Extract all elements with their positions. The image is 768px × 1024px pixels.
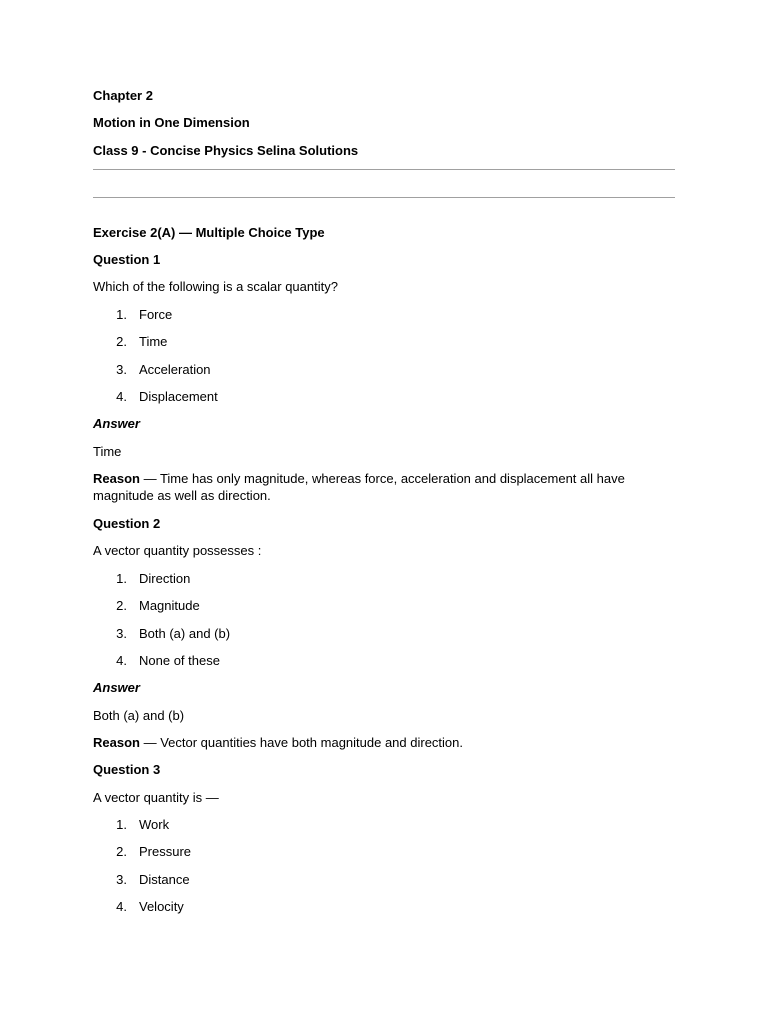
answer-text: Time (93, 444, 122, 459)
option-number: 3. (116, 362, 127, 377)
option-number: 2. (116, 598, 127, 613)
option-number: 3. (116, 626, 127, 641)
option-number: 1. (116, 571, 127, 586)
option-item (93, 652, 220, 669)
option-number: 1. (116, 307, 127, 322)
question-label: Question 3 (93, 762, 161, 777)
option-item (93, 333, 168, 350)
chapter-number: Chapter 2 (93, 88, 153, 103)
option-number: 1. (116, 817, 127, 832)
option-text: None of these (139, 653, 220, 668)
answer-label: Answer (93, 416, 140, 431)
option-text: Direction (139, 571, 191, 586)
option-text: Pressure (139, 844, 192, 859)
option-item (93, 871, 190, 888)
option-item (93, 843, 192, 860)
option-item (93, 570, 191, 587)
chapter-title: Motion in One Dimension (93, 115, 250, 130)
reason-paragraph (93, 470, 653, 504)
option-item (93, 388, 218, 405)
option-number: 2. (116, 334, 127, 349)
option-number: 4. (116, 389, 127, 404)
option-text: Work (139, 817, 170, 832)
option-text: Velocity (139, 899, 184, 914)
option-text: Force (139, 307, 173, 322)
reason-text: — Time has only magnitude, whereas force, acceleration and displacement all have magnitude as well as direction. (93, 471, 625, 503)
option-text: Distance (139, 872, 190, 887)
divider-top (93, 169, 675, 170)
option-number: 4. (116, 653, 127, 668)
question-label: Question 1 (93, 252, 161, 267)
exercise-title: Exercise 2(A) — Multiple Choice Type (93, 225, 325, 240)
option-item (93, 597, 200, 614)
question-text: A vector quantity is — (93, 790, 219, 805)
option-item (93, 306, 173, 323)
divider-bottom (93, 197, 675, 198)
option-text: Magnitude (139, 598, 200, 613)
option-item (93, 898, 184, 915)
option-item (93, 816, 170, 833)
option-number: 2. (116, 844, 127, 859)
option-number: 3. (116, 872, 127, 887)
book-title: Class 9 - Concise Physics Selina Solutions (93, 143, 359, 158)
reason-label: Reason (93, 471, 140, 486)
option-item (93, 625, 231, 642)
option-number: 4. (116, 899, 127, 914)
option-text: Acceleration (139, 362, 211, 377)
question-text: A vector quantity possesses : (93, 543, 262, 558)
option-text: Time (139, 334, 168, 349)
option-text: Both (a) and (b) (139, 626, 231, 641)
answer-text: Both (a) and (b) (93, 708, 185, 723)
question-text: Which of the following is a scalar quantity? (93, 279, 338, 294)
question-label: Question 2 (93, 516, 161, 531)
answer-label: Answer (93, 680, 140, 695)
reason-label: Reason (93, 735, 140, 750)
reason-paragraph (93, 734, 653, 751)
option-text: Displacement (139, 389, 218, 404)
option-item (93, 361, 211, 378)
reason-text: — Vector quantities have both magnitude and direction. (139, 735, 464, 750)
